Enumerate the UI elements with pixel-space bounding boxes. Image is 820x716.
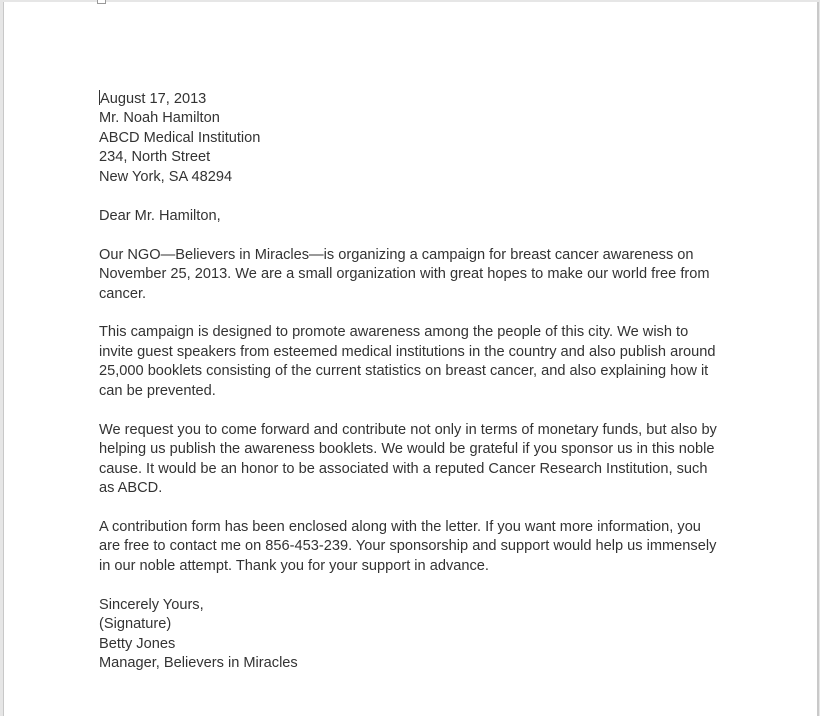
paragraph-campaign: This campaign is designed to promote awareness among the people of this city. We wish to invite guest speakers from esteemed medical institutions in the country and also publish around 25,000 booklets consisting of the current statistics on breast cancer, and also explaining how it can be prevented. [99,324,716,399]
recipient-street: 234, North Street [99,149,211,166]
recipient-name: Mr. Noah Hamilton [99,110,220,127]
letter-body[interactable] [99,90,739,693]
closing-block [99,596,739,674]
closing-phrase: Sincerely Yours, [99,596,204,613]
recipient-city: New York, SA 48294 [99,168,233,185]
signature-placeholder: (Signature) [99,616,172,633]
sender-name: Betty Jones [99,635,176,652]
date-line: August 17, 2013 [100,91,207,107]
paragraph-intro: Our NGO—Believers in Miracles—is organizing a campaign for breast cancer awareness on November 25, 2013. We are a small organization with great hopes to make our world free from cancer. [99,246,710,302]
page-corner-marker [97,0,106,4]
paragraph-request: We request you to come forward and contribute not only in terms of monetary funds, but also by helping us publish the awareness booklets. We would be grateful if you sponsor us in this noble cause. It would be an honor to be associated with a reputed Cancer Research Institution, such as ABCD. [99,421,717,496]
document-page[interactable] [3,2,817,716]
recipient-organization: ABCD Medical Institution [99,129,261,146]
address-block [99,90,739,187]
sender-title: Manager, Believers in Miracles [99,655,298,672]
paragraph-contact: A contribution form has been enclosed along with the letter. If you want more information, you are free to contact me on 856-453-239. Your sponsorship and support would help us immensely in our noble attempt. Thank you for your support in advance. [99,518,717,574]
salutation: Dear Mr. Hamilton, [99,207,221,224]
